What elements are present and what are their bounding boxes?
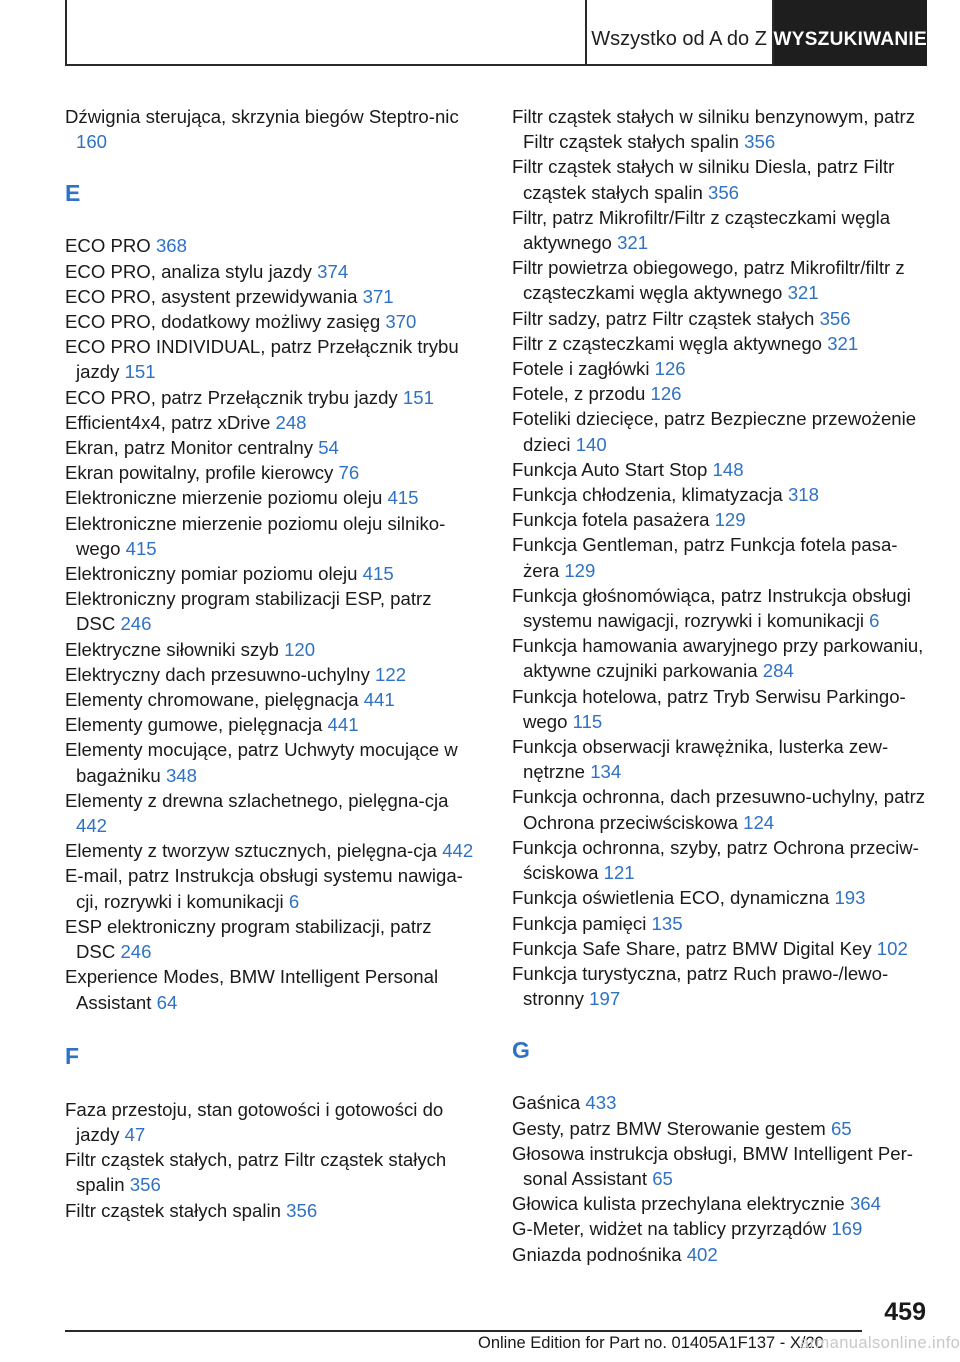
entry-text: Elementy z drewna szlachetnego, pielęgna‐cja (65, 789, 449, 811)
entry-text: Funkcja głośnomówiąca, patrz Instrukcja obsługi systemu nawigacji, rozrywki i komunikacji (512, 584, 911, 632)
index-entry (512, 1191, 930, 1216)
entry-text: ECO PRO, patrz Przełącznik trybu jazdy (65, 386, 398, 408)
index-entry (512, 104, 930, 154)
index-entry (65, 1198, 475, 1223)
page-header (65, 0, 927, 66)
entry-text: ECO PRO, analiza stylu jazdy (65, 260, 312, 282)
index-entry (65, 964, 475, 1014)
entry-text: Ekran powitalny, profile kierowcy (65, 462, 334, 484)
entry-text: Filtr powietrza obiegowego, patrz Mikrofiltr/filtr z cząsteczkami węgla aktywnego (512, 257, 905, 304)
entry-text: Elektroniczny program stabilizacji ESP, patrz DSC (65, 588, 432, 635)
index-entry (65, 259, 475, 284)
page-link[interactable]: 64 (156, 991, 178, 1013)
page-link[interactable]: 65 (830, 1117, 852, 1139)
index-entry (512, 532, 930, 582)
watermark: armanualsonline.info (800, 1334, 960, 1352)
page-link[interactable]: 356 (129, 1174, 161, 1196)
page-link[interactable]: 246 (120, 941, 152, 963)
index-entry (65, 460, 475, 485)
index-entry (65, 485, 475, 510)
page-number: 459 (884, 1298, 926, 1326)
entry-text: Filtr cząstek stałych, patrz Filtr cząstek stałych spalin (65, 1149, 447, 1196)
entry-text: Gaśnica (512, 1092, 581, 1114)
entry-text: Funkcja ochronna, szyby, patrz Ochrona przeciw‐ściskowa (512, 836, 919, 884)
header-frame (65, 0, 587, 66)
entry-text: Ekran, patrz Monitor centralny (65, 437, 314, 459)
page-link[interactable]: 433 (585, 1092, 617, 1114)
index-entry (65, 712, 475, 737)
index-entry (512, 784, 930, 834)
index-entry (512, 1141, 930, 1191)
index-entry (512, 205, 930, 255)
index-entry (65, 561, 475, 586)
entry-text: Głosowa instrukcja obsługi, BMW Intelligent Per‐sonal Assistant (512, 1142, 913, 1189)
index-entry (512, 381, 930, 406)
entry-text: ECO PRO, dodatkowy możliwy zasięg (65, 311, 381, 333)
index-entry (512, 457, 930, 482)
page-link[interactable]: 193 (834, 887, 866, 909)
section-letter: F (65, 1042, 80, 1069)
page-link[interactable]: 415 (125, 537, 157, 559)
entry-text: Elektryczny dach przesuwno-uchylny (65, 663, 370, 685)
entry-text: Funkcja hotelowa, patrz Tryb Serwisu Parkingo‐wego (512, 685, 906, 732)
entry-text: Dźwignia sterująca, skrzynia biegów Steptro‐nic (65, 106, 459, 127)
page-link[interactable]: 126 (650, 383, 682, 405)
page-link[interactable]: 122 (375, 663, 407, 685)
page-link[interactable]: 321 (827, 332, 859, 354)
entry-text: Elementy z tworzyw sztucznych, pielęgna‐cja (65, 840, 438, 862)
page-link[interactable]: 54 (318, 437, 339, 459)
page-link[interactable]: 65 (652, 1167, 673, 1189)
entry-text: Efficient4x4, patrz xDrive (65, 411, 271, 433)
entry-text: Filtr cząstek stałych w silniku Diesla, patrz Filtr cząstek stałych spalin (512, 156, 895, 203)
page-link[interactable]: 151 (124, 361, 156, 383)
page-link[interactable]: 126 (654, 358, 686, 380)
index-entry (65, 385, 475, 410)
entry-text: Funkcja pamięci (512, 912, 647, 934)
entry-text: Funkcja Auto Start Stop (512, 458, 708, 480)
tab-wszystko-od-a-do-z[interactable]: Wszystko od A do Z (587, 0, 774, 66)
entry-text: Elektroniczne mierzenie poziomu oleju silniko‐wego (65, 512, 446, 559)
entry-text: Elektroniczne mierzenie poziomu oleju (65, 487, 383, 509)
entry-text: Elektroniczny pomiar poziomu oleju (65, 563, 358, 585)
entry-text: ECO PRO (65, 235, 151, 257)
page-link[interactable]: 6 (288, 890, 300, 912)
index-entry (65, 637, 475, 662)
page-link[interactable]: 248 (275, 411, 307, 433)
index-entry (65, 737, 475, 787)
page-link[interactable]: 121 (603, 862, 635, 884)
page-link[interactable]: 442 (442, 840, 474, 862)
section-letter: E (65, 180, 81, 207)
index-entry (512, 911, 930, 936)
index-entry (65, 309, 475, 334)
page-link[interactable]: 348 (165, 764, 197, 786)
entry-text: Elementy chromowane, pielęgnacja (65, 689, 359, 711)
page-link[interactable]: 129 (714, 509, 746, 531)
entry-text: Filtr, patrz Mikrofiltr/Filtr z cząsteczkami węgla aktywnego (512, 206, 891, 254)
entry-text: Funkcja hamowania awaryjnego przy parkowaniu, aktywne czujniki parkowania (512, 635, 924, 682)
page-link[interactable]: 140 (575, 433, 607, 455)
page-link[interactable]: 160 (76, 131, 108, 153)
index-entry (65, 511, 475, 561)
page-link[interactable]: 374 (317, 260, 349, 282)
page-link[interactable]: 441 (363, 689, 395, 711)
entry-text: Głowica kulista przechylana elektrycznie (512, 1193, 845, 1215)
page-link[interactable]: 47 (124, 1123, 146, 1145)
page-link[interactable]: 148 (712, 458, 744, 480)
entry-text: Funkcja ochronna, dach przesuwno-uchylny, patrz Ochrona przeciwściskowa (512, 786, 926, 833)
entry-text: ECO PRO INDIVIDUAL, patrz Przełącznik trybu jazdy (65, 336, 459, 383)
page-link[interactable]: 135 (651, 912, 683, 934)
entry-text: Funkcja oświetlenia ECO, dynamiczna (512, 887, 830, 909)
index-entry (512, 255, 930, 305)
index-entry (512, 306, 930, 331)
index-entry (512, 154, 930, 204)
page-link[interactable]: 134 (590, 761, 622, 783)
entry-text: Elementy mocujące, patrz Uchwyty mocujące w bagażniku (65, 739, 458, 786)
tab-wyszukiwanie[interactable]: WYSZUKIWANIE (774, 0, 928, 66)
entry-text: Funkcja chłodzenia, klimatyzacja (512, 484, 783, 506)
index-entry (65, 788, 475, 838)
index-entry (512, 331, 930, 356)
entry-text: Filtr sadzy, patrz Filtr cząstek stałych (512, 307, 815, 329)
index-entry (65, 435, 475, 460)
page-link[interactable]: 368 (155, 235, 187, 257)
index-entry (512, 482, 930, 507)
page-link[interactable]: 415 (362, 563, 394, 585)
index-entry (512, 507, 930, 532)
page-link[interactable]: 318 (787, 484, 819, 506)
page-link[interactable]: 115 (572, 710, 603, 732)
index-entry (65, 233, 475, 258)
index-entry (65, 334, 475, 384)
entry-text: Funkcja obserwacji krawężnika, lusterka zew‐nętrzne (512, 736, 889, 783)
index-entry (512, 406, 930, 456)
index-entry (65, 863, 475, 913)
entry-text: Gesty, patrz BMW Sterowanie gestem (512, 1117, 826, 1139)
page-link[interactable]: 364 (849, 1193, 881, 1215)
page-link[interactable]: 169 (831, 1218, 863, 1240)
entry-text: Faza przestoju, stan gotowości i gotowości do jazdy (65, 1098, 444, 1145)
page-link[interactable]: 356 (744, 131, 776, 153)
edition-text: Online Edition for Part no. 01405A1F137 - X/20 (478, 1334, 824, 1352)
entry-text: Filtr cząstek stałych spalin (65, 1199, 281, 1221)
page-link[interactable]: 415 (387, 487, 419, 509)
page-link[interactable]: 102 (876, 937, 908, 959)
index-entry (512, 936, 930, 961)
index-entry (512, 885, 930, 910)
index-entry (65, 687, 475, 712)
page-link[interactable]: 6 (869, 610, 880, 632)
index-entry (65, 1097, 475, 1147)
index-entry (65, 838, 475, 863)
page-link[interactable]: 151 (402, 386, 434, 408)
index-entry (512, 835, 930, 885)
entry-text: Funkcja turystyczna, patrz Ruch prawo-/lewo‐stronny (512, 962, 889, 1010)
entry-text: Funkcja fotela pasażera (512, 509, 710, 531)
page-link[interactable]: 356 (286, 1199, 318, 1221)
entry-text: G-Meter, widżet na tablicy przyrządów (512, 1218, 827, 1240)
index-entry (512, 961, 930, 1011)
index-entry (65, 104, 475, 154)
index-entry (65, 410, 475, 435)
entry-text: Elementy gumowe, pielęgnacja (65, 714, 323, 736)
page-link[interactable]: 284 (762, 660, 794, 682)
entry-text: E-mail, patrz Instrukcja obsługi systemu nawiga‐cji, rozrywki i komunikacji (65, 865, 463, 912)
entry-text: ESP elektroniczny program stabilizacji, patrz DSC (65, 915, 432, 963)
index-entry (65, 284, 475, 309)
index-entry (512, 1242, 930, 1267)
entry-text: Filtr cząstek stałych w silniku benzynowym, patrz Filtr cząstek stałych spalin (512, 106, 915, 153)
page-link[interactable]: 129 (564, 559, 596, 581)
page-link[interactable]: 356 (708, 181, 740, 203)
page-link[interactable]: 76 (338, 462, 360, 484)
entry-text: Fotele, z przodu (512, 383, 646, 405)
index-column-right (512, 104, 930, 1267)
entry-text: Elektryczne siłowniki szyb (65, 638, 279, 660)
index-entry (65, 662, 475, 687)
index-entry (65, 1147, 475, 1197)
page-link[interactable]: 371 (362, 285, 394, 307)
footer-divider (65, 1330, 862, 1332)
page-link[interactable]: 370 (385, 311, 417, 333)
index-entry (512, 734, 930, 784)
entry-text: Funkcja Safe Share, patrz BMW Digital Key (512, 937, 872, 959)
page-link[interactable]: 321 (787, 282, 819, 304)
index-entry (65, 914, 475, 964)
page-link[interactable]: 120 (284, 638, 316, 660)
page-link[interactable]: 246 (120, 613, 152, 635)
page-link[interactable]: 441 (327, 714, 359, 736)
entry-text: ECO PRO, asystent przewidywania (65, 285, 358, 307)
page-link[interactable]: 356 (819, 307, 851, 329)
index-entry (512, 1090, 930, 1115)
entry-text: Funkcja Gentleman, patrz Funkcja fotela pasa‐żera (512, 534, 898, 581)
index-column-left (65, 104, 475, 1223)
index-entry (65, 586, 475, 636)
entry-text: Filtr z cząsteczkami węgla aktywnego (512, 332, 823, 354)
page-link[interactable]: 197 (589, 988, 621, 1010)
page-link[interactable]: 321 (617, 232, 649, 254)
index-entry (512, 1216, 930, 1241)
entry-text: Foteliki dziecięce, patrz Bezpieczne przewożenie dzieci (512, 408, 917, 455)
page-link[interactable]: 124 (743, 811, 775, 833)
entry-text: Gniazda podnośnika (512, 1243, 682, 1265)
index-entry (512, 356, 930, 381)
section-letter: G (512, 1037, 530, 1064)
index-entry (512, 684, 930, 734)
index-entry (512, 1116, 930, 1141)
index-entry (512, 633, 930, 683)
index-entry (512, 583, 930, 633)
page-link[interactable]: 402 (686, 1243, 718, 1265)
entry-text: Fotele i zagłówki (512, 358, 650, 380)
entry-text: Experience Modes, BMW Intelligent Personal Assistant (65, 966, 439, 1013)
page-link[interactable]: 442 (76, 815, 108, 837)
